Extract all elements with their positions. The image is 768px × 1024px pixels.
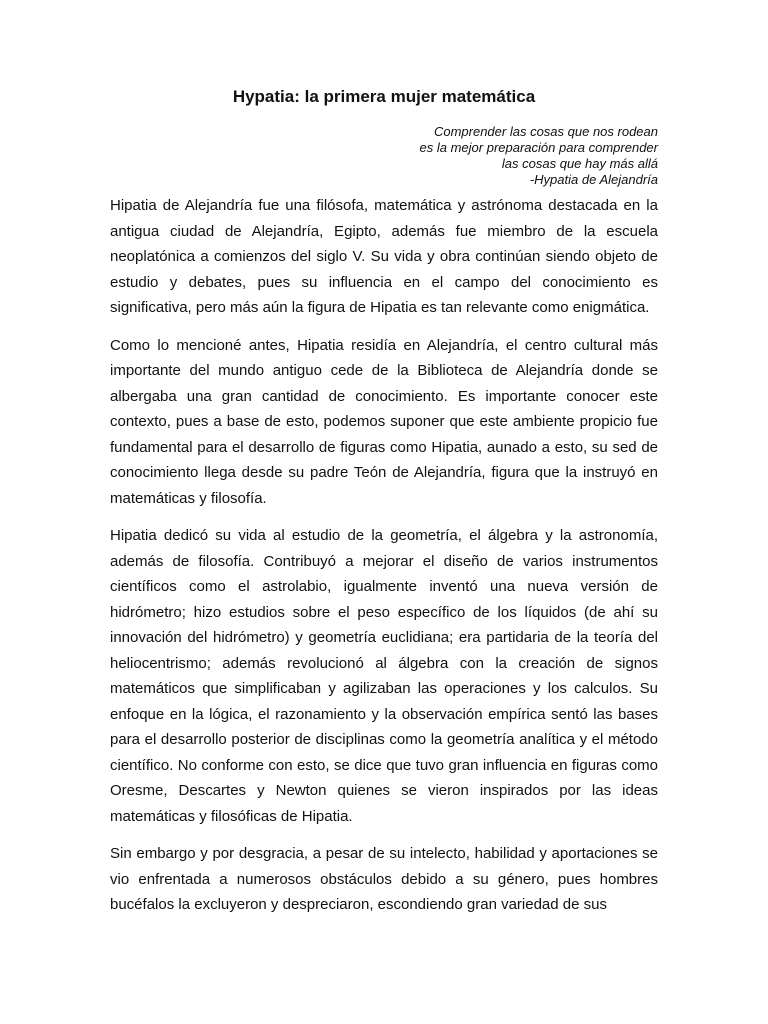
page-title: Hypatia: la primera mujer matemática — [232, 87, 536, 106]
paragraph: Sin embargo y por desgracia, a pesar de su intelecto, habilidad y aportaciones se vio enfrentada a numerosos obstáculos debido a su género, pues hombres bucéfalos la excluyeron y despreciaron, escondiendo gran variedad de sus — [110, 845, 658, 913]
paragraph: Como lo mencioné antes, Hipatia residía en Alejandría, el centro cultural más importante del mundo antiguo cede de la Biblioteca de Alejandría donde se albergaba una gran cantidad de conocimiento. Es importante conocer este contexto, pues a base de esto, podemos suponer que este ambiente propicio fue fundamental para el desarrollo de figuras como Hipatia, aunado a esto, su sed de conocimiento llega desde su padre Teón de Alejandría, figura que la instruyó en matemáticas y filosofía. — [110, 336, 658, 507]
epigraph-line: las cosas que hay más allá — [501, 156, 658, 171]
epigraph-line: Comprender las cosas que nos rodean — [433, 124, 658, 139]
epigraph-quote — [258, 124, 658, 188]
paragraph: Hipatia de Alejandría fue una filósofa, matemática y astrónoma destacada en la antigua ciudad de Alejandría, Egipto, además fue miembro de la escuela neoplatónica a comienzos del siglo V. Su vida y obra continúan siendo objeto de estudio y debates, pues su influencia en el campo del conocimiento es significativa, pero más aún la figura de Hipatia es tan relevante como enigmática. — [110, 197, 658, 316]
epigraph-attribution: -Hypatia de Alejandría — [529, 172, 658, 187]
epigraph-line: es la mejor preparación para comprender — [419, 140, 658, 155]
paragraph: Hipatia dedicó su vida al estudio de la geometría, el álgebra y la astronomía, además de filosofía. Contribuyó a mejorar el diseño de varios instrumentos científicos como el astrolabio, igualmente inventó una nueva versión de hidrómetro; hizo estudios sobre el peso específico de los líquidos (de ahí su innovación del hidrómetro) y geometría euclidiana; era partidaria de la teoría del heliocentrismo; además revolucionó al álgebra con la creación de signos matemáticos que simplificaban y agilizaban las operaciones y los calculos. Su enfoque en la lógica, el razonamiento y la observación empírica sentó las bases para el desarrollo posterior de disciplinas como la geometría analítica y el método científico. No conforme con esto, se dice que tuvo gran influencia en figuras como Oresme, Descartes y Newton quienes se vieron inspirados por las ideas matemáticas y filosóficas de Hipatia. — [110, 527, 658, 825]
body-text — [110, 193, 658, 930]
